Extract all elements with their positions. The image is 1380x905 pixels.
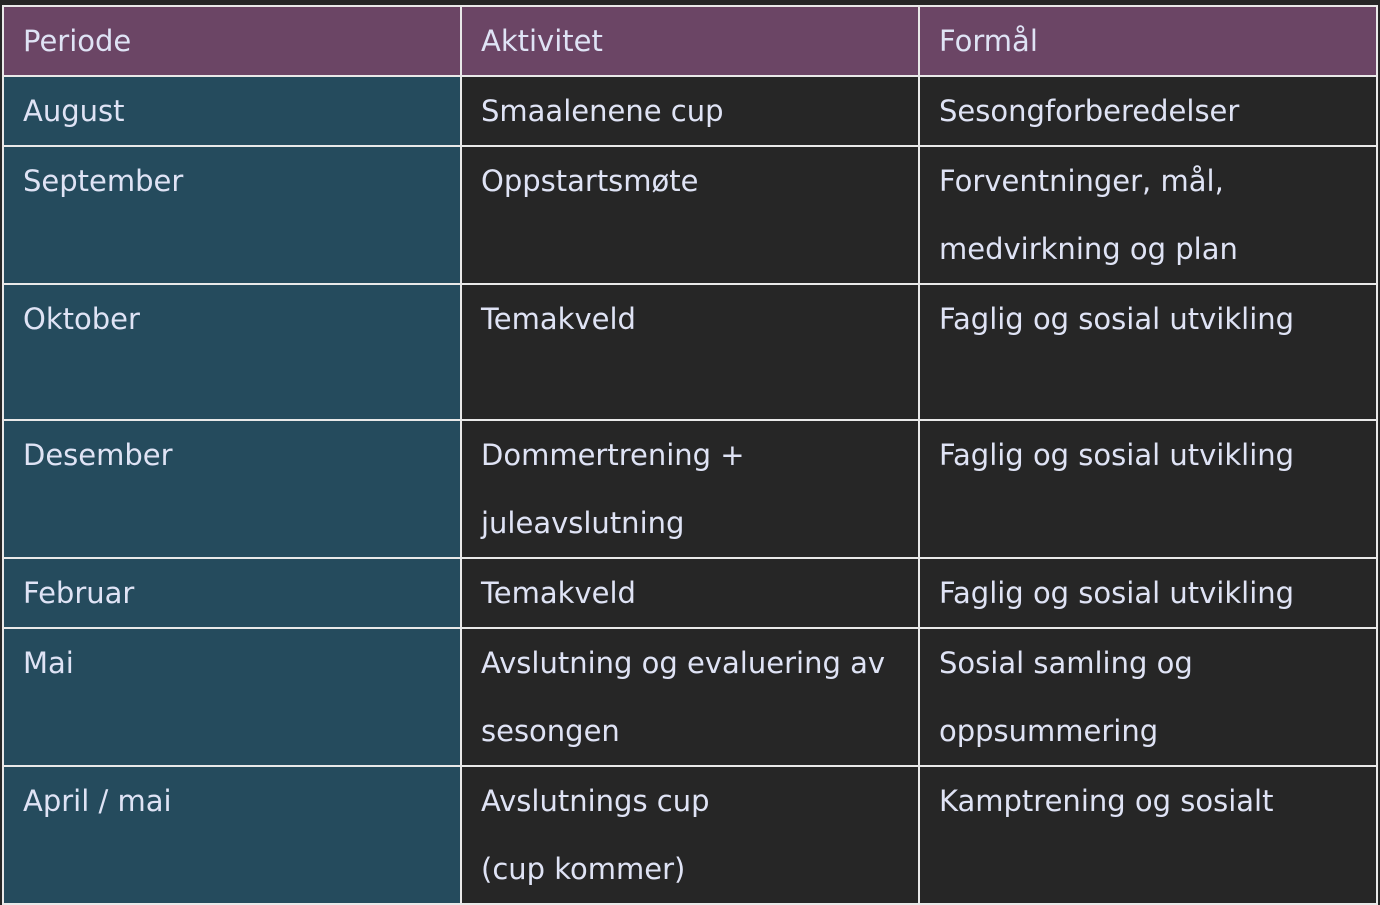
header-formal: Formål — [919, 6, 1377, 76]
table-row — [3, 420, 1377, 558]
cell-line: Faglig og sosial utvikling — [939, 302, 1295, 336]
cell-line: oppsummering — [939, 714, 1159, 748]
table-row — [3, 284, 1377, 420]
cell-periode: April / mai — [3, 766, 461, 904]
cell-aktivitet — [461, 558, 919, 628]
cell-line: Smaalenene cup — [481, 94, 724, 128]
cell-periode: Februar — [3, 558, 461, 628]
activity-table — [2, 5, 1378, 905]
activity-table-container — [2, 5, 1376, 884]
cell-aktivitet — [461, 420, 919, 558]
cell-line: sesongen — [481, 714, 620, 748]
cell-formal — [919, 420, 1377, 558]
table-row — [3, 76, 1377, 146]
cell-aktivitet — [461, 146, 919, 284]
cell-line: Avslutnings cup — [481, 784, 710, 818]
cell-periode: Desember — [3, 420, 461, 558]
cell-periode: September — [3, 146, 461, 284]
cell-line: Faglig og sosial utvikling — [939, 576, 1295, 610]
cell-line: Oppstartsmøte — [481, 164, 699, 198]
cell-aktivitet — [461, 284, 919, 420]
table-row — [3, 146, 1377, 284]
cell-aktivitet — [461, 766, 919, 904]
cell-line: Dommertrening + — [481, 438, 745, 472]
table-row — [3, 558, 1377, 628]
cell-periode: August — [3, 76, 461, 146]
cell-formal — [919, 628, 1377, 766]
cell-line: medvirkning og plan — [939, 232, 1238, 266]
cell-formal — [919, 76, 1377, 146]
cell-line: Forventninger, mål, — [939, 164, 1224, 198]
header-aktivitet: Aktivitet — [461, 6, 919, 76]
header-periode: Periode — [3, 6, 461, 76]
cell-line: juleavslutning — [481, 506, 685, 540]
cell-line: (cup kommer) — [481, 852, 686, 886]
table-row — [3, 766, 1377, 904]
cell-aktivitet — [461, 628, 919, 766]
cell-formal — [919, 558, 1377, 628]
cell-line: Sosial samling og — [939, 646, 1193, 680]
cell-line: Temakveld — [481, 576, 636, 610]
table-row — [3, 628, 1377, 766]
cell-formal — [919, 766, 1377, 904]
cell-formal — [919, 284, 1377, 420]
table-header-row — [3, 6, 1377, 76]
cell-periode: Mai — [3, 628, 461, 766]
cell-line: Temakveld — [481, 302, 636, 336]
cell-line: Kamptrening og sosialt — [939, 784, 1274, 818]
cell-aktivitet — [461, 76, 919, 146]
cell-periode: Oktober — [3, 284, 461, 420]
cell-line: Faglig og sosial utvikling — [939, 438, 1295, 472]
cell-formal — [919, 146, 1377, 284]
cell-line: Sesongforberedelser — [939, 94, 1240, 128]
cell-line: Avslutning og evaluering av — [481, 646, 886, 680]
